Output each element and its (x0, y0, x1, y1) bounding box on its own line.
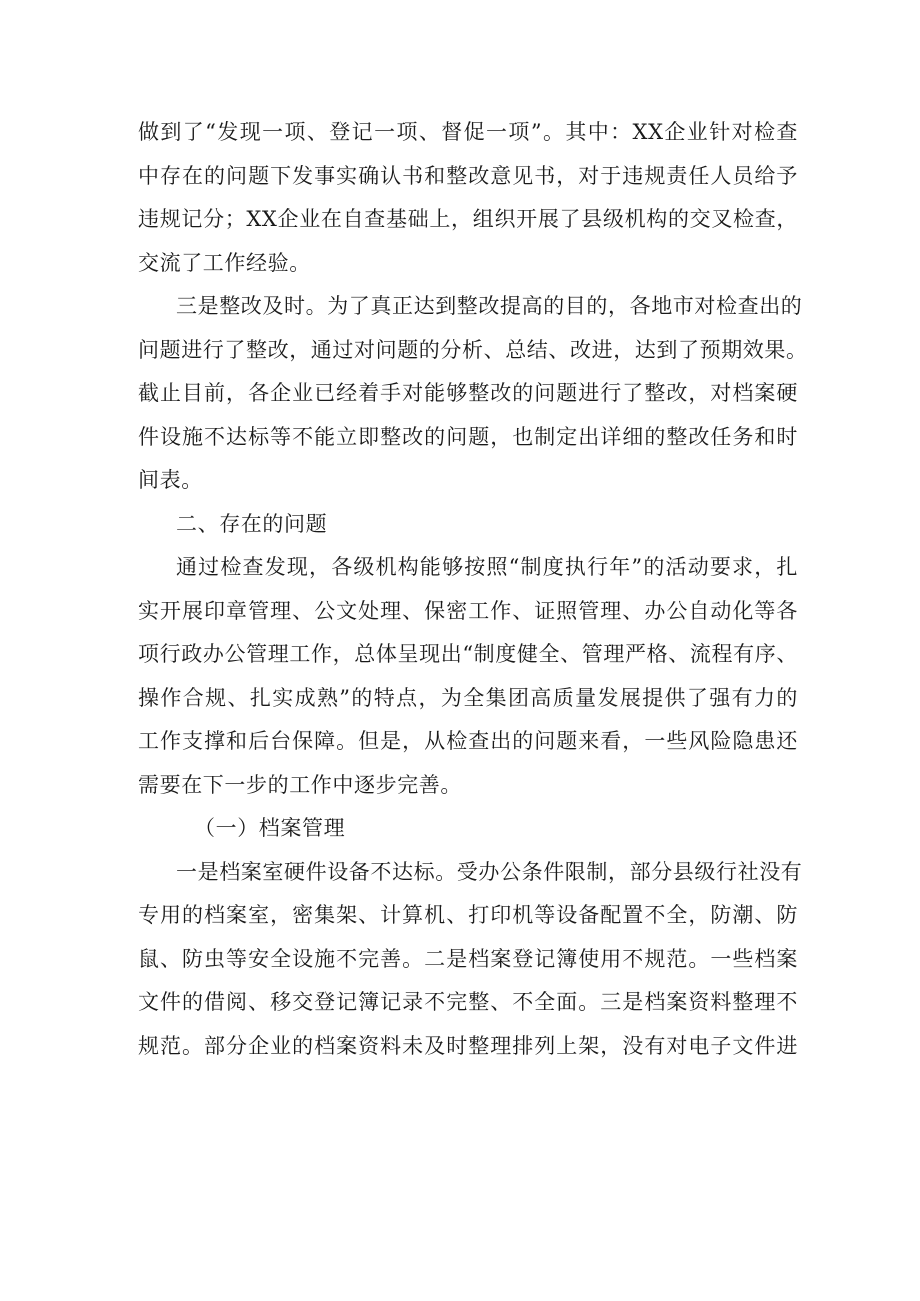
text-line: 工作支撑和后台保障。但是，从检查出的问题来看，一些风险隐患还 (138, 729, 798, 753)
text-line: 件设施不达标等不能立即整改的问题，也制定出详细的整改任务和时 (138, 424, 798, 449)
text-line: 操作合规、扎实成熟”的特点，为全集团高质量发展提供了强有力的 (138, 685, 798, 710)
text-line: 通过检查发现，各级机构能够按照“制度执行年”的活动要求，扎 (176, 555, 798, 579)
text-line: 鼠、防虫等安全设施不完善。二是档案登记簿使用不规范。一些档案 (138, 946, 798, 971)
paragraph-2 (138, 285, 808, 503)
text-line: 一是档案室硬件设备不达标。受办公条件限制，部分县级行社没有 (176, 859, 803, 884)
text-line: 间表。 (138, 468, 203, 492)
text-line: 专用的档案室，密集架、计算机、打印机等设备配置不全，防潮、防 (138, 903, 798, 927)
subsection-heading (138, 807, 798, 851)
paragraph-4 (138, 851, 803, 1069)
text-line: 文件的借阅、移交登记簿记录不完整、不全面。三是档案资料整理不 (138, 990, 798, 1014)
text-line: 截止目前，各企业已经着手对能够整改的问题进行了整改，对档案硬 (138, 381, 798, 405)
text-line: 交流了工作经验。 (138, 250, 311, 275)
text-line: 中存在的问题下发事实确认书和整改意见书，对于违规责任人员给予 (138, 163, 798, 188)
text-line: 实开展印章管理、公文处理、保密工作、证照管理、办公自动化等各 (138, 598, 798, 623)
text-line: 规范。部分企业的档案资料未及时整理排列上架，没有对电子文件进 (138, 1033, 798, 1058)
text-line: 三是整改及时。为了真正达到整改提高的目的，各地市对检查出的 (176, 294, 803, 318)
document-body (138, 111, 808, 1068)
heading-text: （一）档案管理 (194, 816, 346, 840)
text-line: 违规记分；XX企业在自查基础上，组织开展了县级机构的交叉检查， (138, 207, 798, 231)
text-line: 问题进行了整改，通过对问题的分析、总结、改进，达到了预期效果。 (138, 337, 808, 362)
section-heading (138, 503, 798, 547)
heading-text: 二、存在的问题 (176, 511, 328, 536)
paragraph-1 (138, 111, 798, 285)
text-line: 项行政办公管理工作，总体呈现出“制度健全、管理严格、流程有序、 (138, 642, 798, 666)
text-line: 做到了“发现一项、登记一项、督促一项”。其中：XX企业针对检查 (138, 120, 798, 144)
paragraph-3 (138, 546, 798, 807)
text-line: 需要在下一步的工作中逐步完善。 (138, 772, 462, 797)
